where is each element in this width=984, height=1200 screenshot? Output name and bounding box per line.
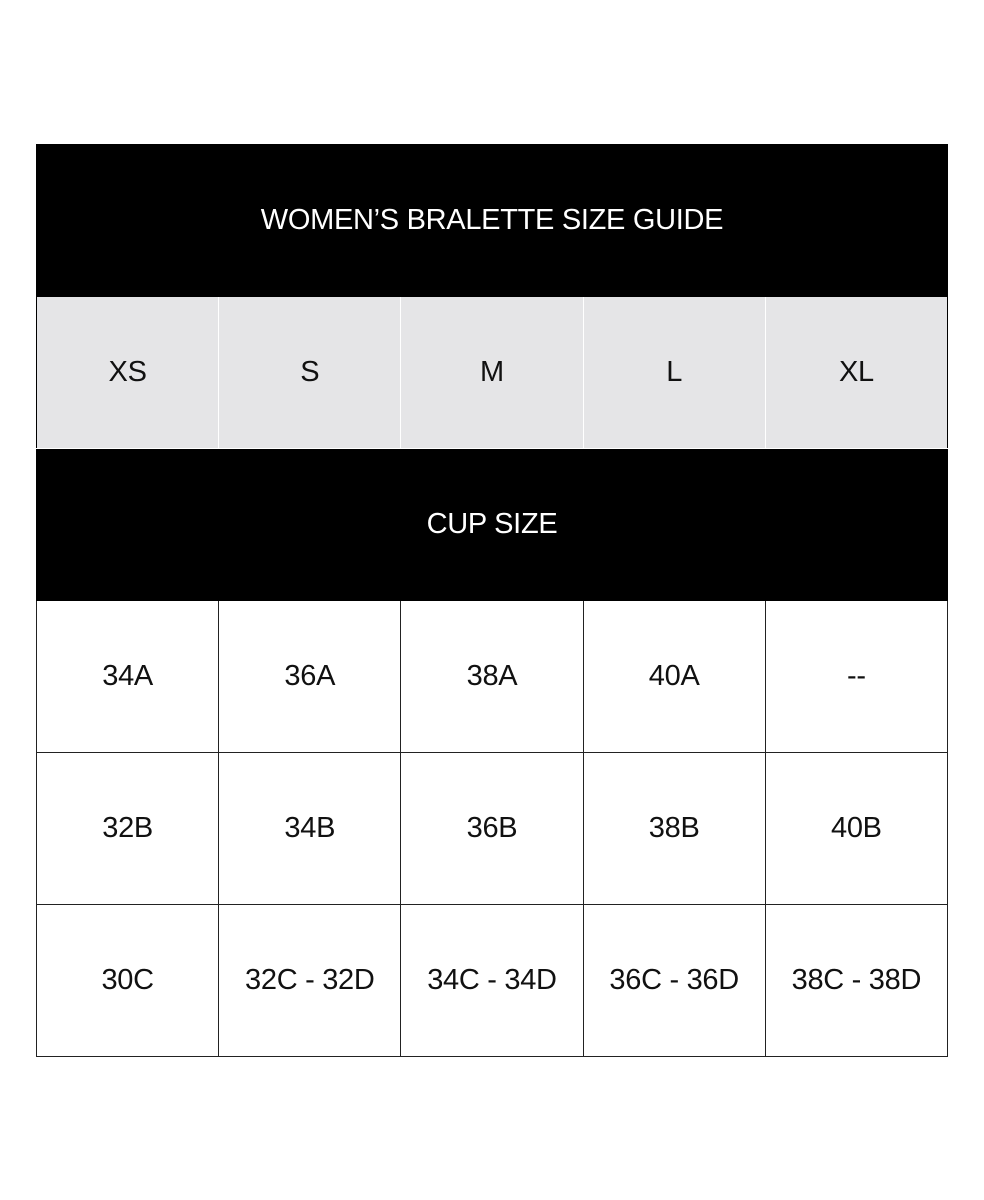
table-row: [37, 753, 948, 905]
size-header-xl: XL: [765, 297, 947, 449]
table-row: [37, 905, 948, 1057]
size-header-row: [37, 297, 948, 449]
cup-size-label: CUP SIZE: [37, 449, 948, 601]
size-guide-table: [36, 144, 948, 1057]
table-cell: 30C: [37, 905, 219, 1057]
size-header-l: L: [583, 297, 765, 449]
table-cell: 34C - 34D: [401, 905, 583, 1057]
table-cell: 38B: [583, 753, 765, 905]
table-cell: 36B: [401, 753, 583, 905]
table-cell: 32C - 32D: [219, 905, 401, 1057]
size-header-s: S: [219, 297, 401, 449]
table-cell: 32B: [37, 753, 219, 905]
table-cell: 34A: [37, 601, 219, 753]
table-cell: 40B: [765, 753, 947, 905]
table-cell: --: [765, 601, 947, 753]
table-cell: 40A: [583, 601, 765, 753]
cup-size-row: [37, 449, 948, 601]
table-cell: 38A: [401, 601, 583, 753]
size-guide-title: WOMEN’S BRALETTE SIZE GUIDE: [37, 145, 948, 297]
size-header-xs: XS: [37, 297, 219, 449]
size-header-m: M: [401, 297, 583, 449]
table-cell: 38C - 38D: [765, 905, 947, 1057]
table-row: [37, 601, 948, 753]
table-cell: 36A: [219, 601, 401, 753]
table-cell: 36C - 36D: [583, 905, 765, 1057]
title-row: [37, 145, 948, 297]
table-cell: 34B: [219, 753, 401, 905]
